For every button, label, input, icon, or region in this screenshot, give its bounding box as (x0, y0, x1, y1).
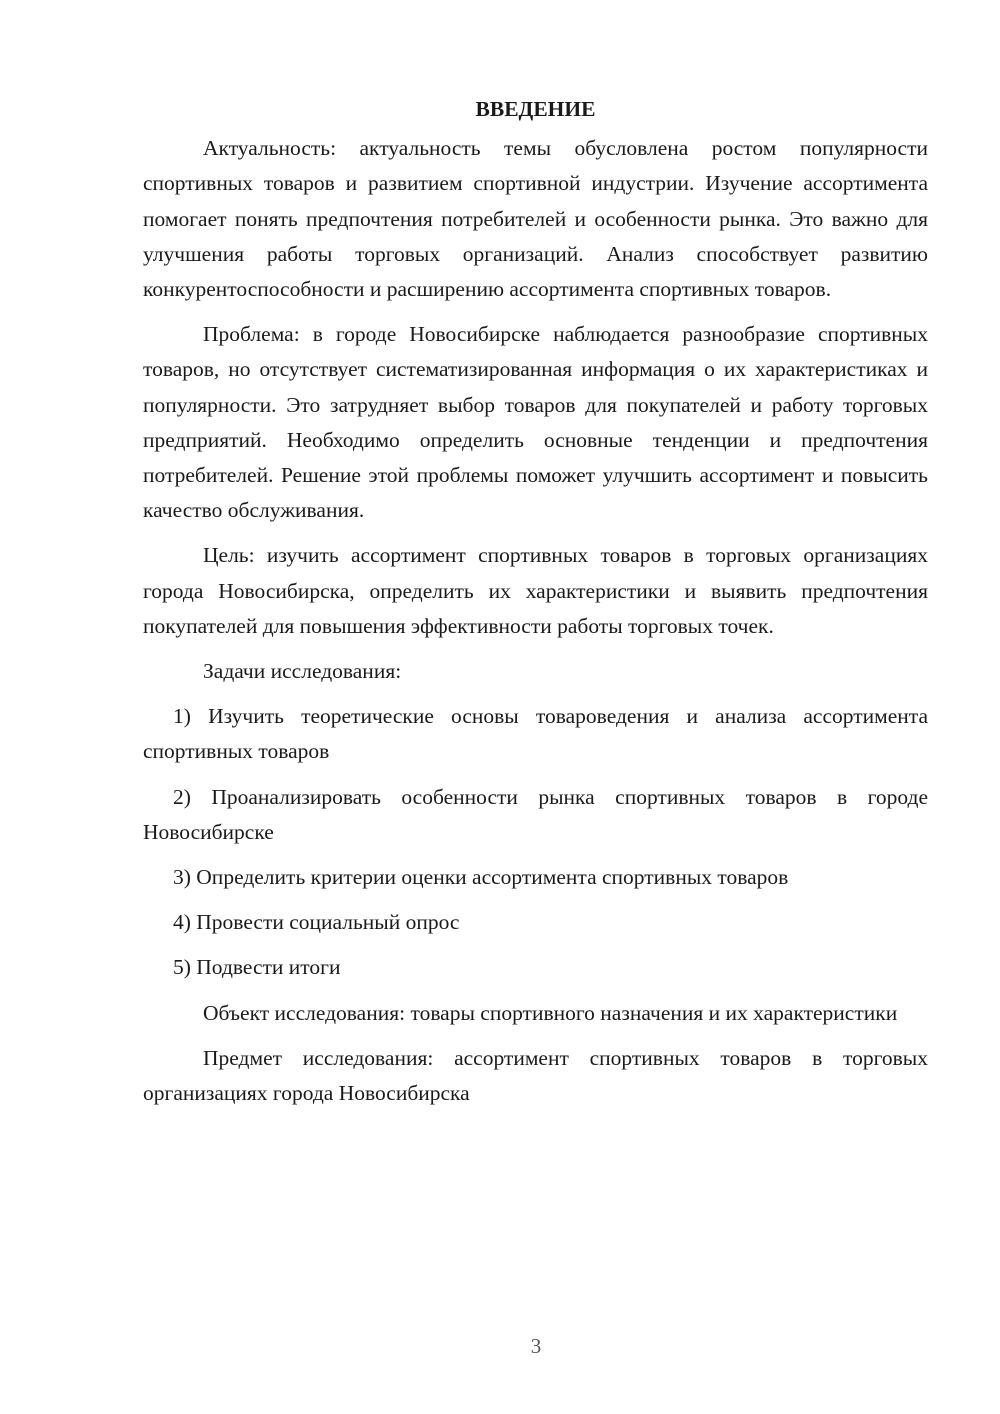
task-item-3: 3) Определить критерии оценки ассортимента спортивных товаров (173, 865, 789, 890)
tasks-heading: Задачи исследования: (203, 659, 402, 684)
task-item-4: 4) Провести социальный опрос (173, 910, 460, 935)
task-item-1: 1) Изучить теоретические основы товароведения и анализа ассортимента спортивных товаров (143, 704, 928, 764)
task-item-2: 2) Проанализировать особенности рынка спортивных товаров в городе Новосибирске (143, 784, 928, 844)
subject-paragraph: Предмет исследования: ассортимент спортивных товаров в торговых организациях города Новосибирска (143, 1045, 928, 1106)
task-item-5: 5) Подвести итоги (173, 955, 341, 980)
object-paragraph: Объект исследования: товары спортивного назначения и их характеристики (203, 1000, 898, 1025)
page-title: ВВЕДЕНИЕ (475, 97, 596, 121)
goal-paragraph: Цель: изучить ассортимент спортивных товаров в торговых организациях города Новосибирска, определить их характеристики и выявить предпочтения покупателей для повышения эффективности работы торговых точек. (143, 543, 928, 638)
relevance-paragraph: Актуальность: актуальность темы обусловлена ростом популярности спортивных товаров и развитием спортивной индустрии. Изучение ассортимента помогает понять предпочтения потребителей и особенности рынка. Это важно для улучшения работы торговых организаций. Анализ способствует развитию конкурентоспособности и расширению ассортимента спортивных товаров. (143, 136, 928, 302)
page-content (143, 92, 928, 1121)
page-number: 3 (530, 1334, 542, 1358)
problem-paragraph: Проблема: в городе Новосибирске наблюдается разнообразие спортивных товаров, но отсутствует систематизированная информация о их характеристиках и популярности. Это затрудняет выбор товаров для покупателей и работу торговых предприятий. Необходимо определить основные тенденции и предпочтения потребителей. Решение этой проблемы поможет улучшить ассортимент и повысить качество обслуживания. (143, 322, 928, 523)
